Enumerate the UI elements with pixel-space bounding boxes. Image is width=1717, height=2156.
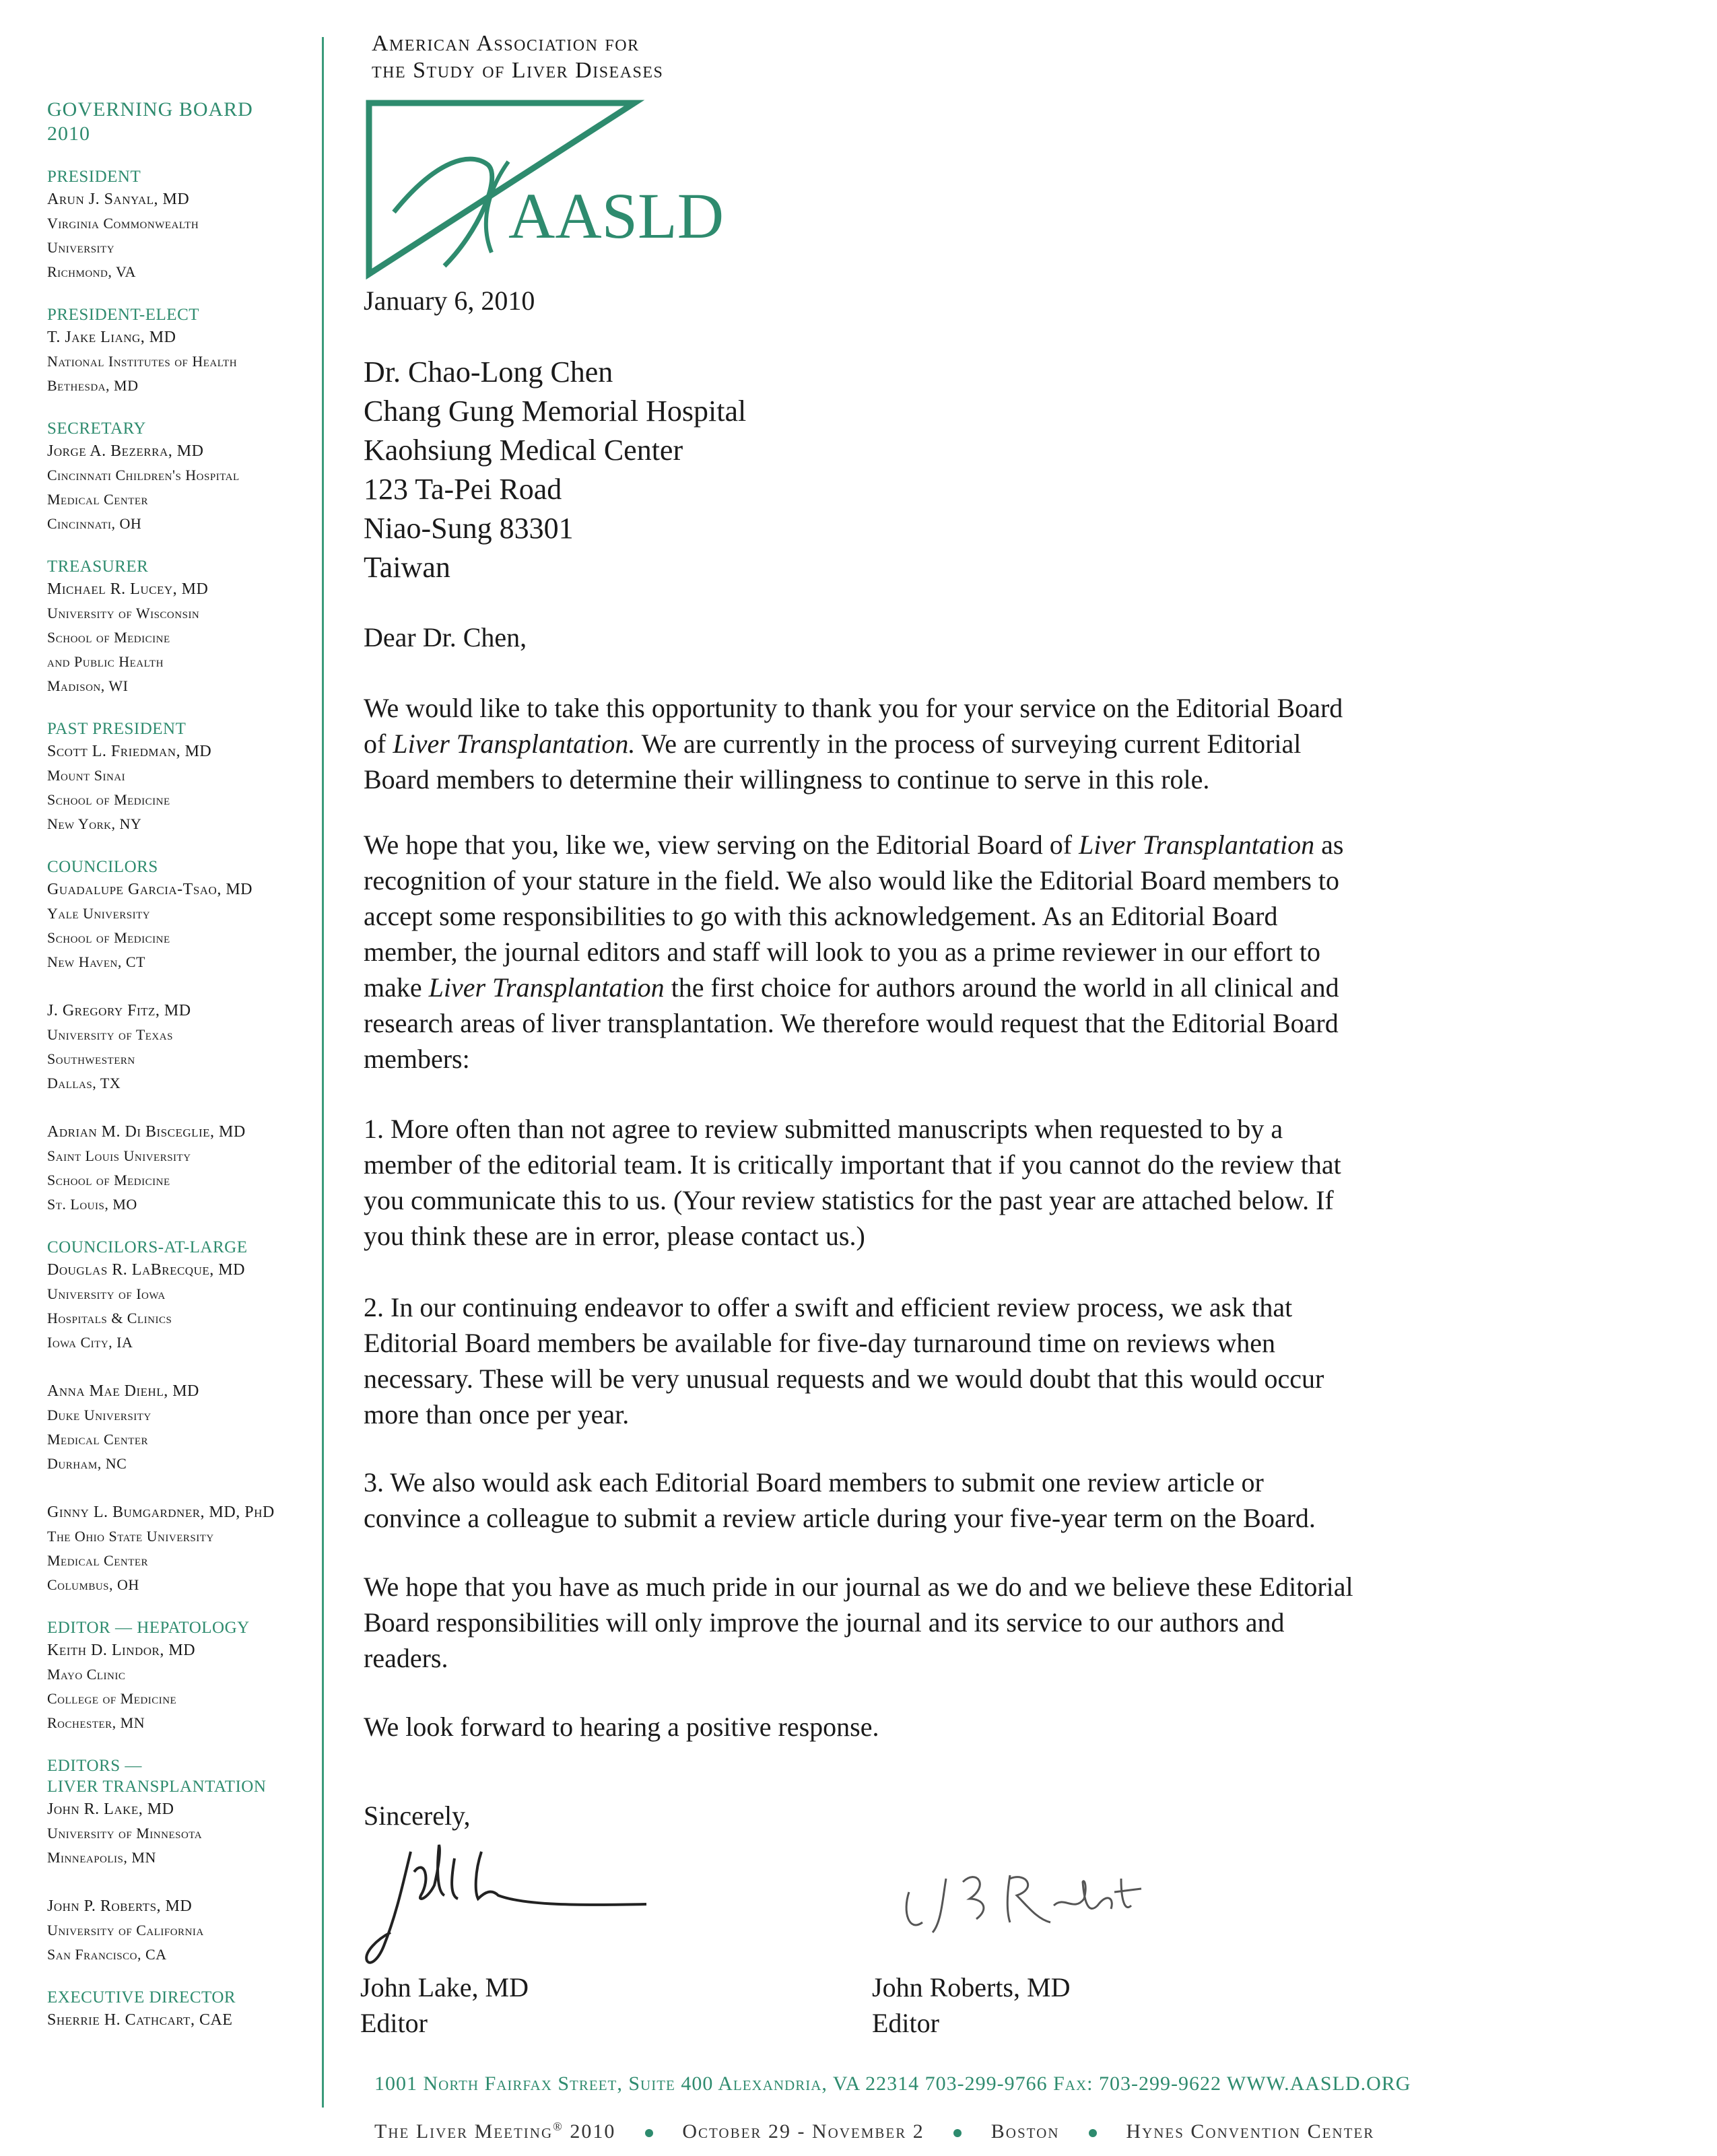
logo-text: AASLD <box>508 180 725 252</box>
paragraph-line: We hope that you, like we, view serving on the Editorial Board of Liver Transplantation as <box>364 830 1344 860</box>
board-member-name: Michael R. Lucey, MD <box>47 580 209 598</box>
paragraph-line: 2. In our continuing endeavor to offer a swift and efficient review process, we ask that <box>364 1292 1293 1322</box>
bullet-icon <box>953 2129 962 2137</box>
board-member-affiliation: Mayo Clinic <box>47 1666 126 1683</box>
board-member-affiliation: New Haven, CT <box>47 953 145 970</box>
board-group <box>47 856 316 1217</box>
board-member-affiliation: School of Medicine <box>47 929 170 946</box>
paragraph-line: Board responsibilities will only improve the journal and its service to our authors and <box>364 1607 1285 1638</box>
board-member-affiliation: Medical Center <box>47 1431 149 1448</box>
signatory-name: John Lake, MD <box>360 1972 529 2002</box>
board-member-affiliation: Durham, NC <box>47 1455 127 1472</box>
board-member-affiliation: San Francisco, CA <box>47 1946 167 1963</box>
paragraph-line: Board members to determine their willingness to continue to serve in this role. <box>364 764 1210 795</box>
board-group <box>47 166 316 284</box>
letter-paragraph <box>364 1111 1341 1254</box>
board-group-heading: PRESIDENT-ELECT <box>47 306 200 324</box>
board-member-affiliation: The Ohio State University <box>47 1528 214 1545</box>
paragraph-line: readers. <box>364 1643 448 1673</box>
board-member-affiliation: University <box>47 239 115 256</box>
address-line: Niao-Sung 83301 <box>364 512 574 545</box>
board-member-affiliation: Saint Louis University <box>47 1147 191 1164</box>
closing: Sincerely, <box>364 1800 471 1831</box>
board-member <box>47 1638 316 1735</box>
board-member-affiliation: Hospitals & Clinics <box>47 1310 172 1326</box>
board-member <box>47 1797 316 1870</box>
meeting-city: Boston <box>990 2120 1060 2143</box>
paragraph-line: research areas of liver transplantation. We therefore would request that the Editorial Board <box>364 1008 1339 1038</box>
board-member <box>47 439 316 536</box>
board-member-affiliation: Bethesda, MD <box>47 377 139 394</box>
board-member <box>47 1120 316 1217</box>
john-lake-signature <box>364 1831 660 1973</box>
address-line: Kaohsiung Medical Center <box>364 434 683 467</box>
board-member-affiliation: Madison, WI <box>47 677 129 694</box>
signatory-roberts <box>872 1969 1070 2041</box>
board-member-affiliation: Rochester, MN <box>47 1714 145 1731</box>
letter-paragraph <box>364 1709 879 1745</box>
board-member <box>47 325 316 398</box>
board-group <box>47 1237 316 1597</box>
board-member-name: John P. Roberts, MD <box>47 1897 193 1915</box>
footer-meeting-banner <box>374 2120 1374 2143</box>
governing-board-title-line: 2010 <box>47 123 90 145</box>
board-member-affiliation: School of Medicine <box>47 791 170 808</box>
paragraph-line: you think these are in error, please contact us.) <box>364 1221 865 1251</box>
board-group-heading: SECRETARY <box>47 419 146 438</box>
board-member-affiliation: College of Medicine <box>47 1690 177 1707</box>
paragraph-line: Editorial Board members be available for five-day turnaround time on reviews when <box>364 1328 1275 1358</box>
board-member-affiliation: Columbus, OH <box>47 1576 139 1593</box>
board-member-affiliation: Cincinnati, OH <box>47 515 142 532</box>
board-group <box>47 1987 316 2032</box>
board-group-heading: PRESIDENT <box>47 168 141 186</box>
board-member <box>47 739 316 836</box>
board-member-affiliation: St. Louis, MO <box>47 1196 137 1213</box>
board-member-affiliation: National Institutes of Health <box>47 353 238 370</box>
letter-paragraph <box>364 827 1343 1077</box>
board-member-name: Keith D. Lindor, MD <box>47 1642 196 1659</box>
board-member-affiliation: Dallas, TX <box>47 1075 121 1091</box>
meeting-year: 2010 <box>570 2120 616 2143</box>
board-member-name: Sherrie H. Cathcart, CAE <box>47 2011 233 2029</box>
board-group <box>47 556 316 698</box>
organization-name <box>372 30 663 84</box>
governing-board-sidebar <box>47 98 316 2052</box>
address-line: 123 Ta-Pei Road <box>364 473 562 506</box>
signatory-lake <box>360 1969 529 2041</box>
board-group-heading: COUNCILORS-AT-LARGE <box>47 1238 248 1256</box>
paragraph-line: members: <box>364 1044 470 1074</box>
board-member-affiliation: Cincinnati Children's Hospital <box>47 467 240 483</box>
board-member-affiliation: University of Iowa <box>47 1285 166 1302</box>
paragraph-line: more than once per year. <box>364 1399 630 1429</box>
paragraph-line: We hope that you have as much pride in our journal as we do and we believe these Editorial <box>364 1572 1353 1602</box>
board-member-name: John R. Lake, MD <box>47 1800 174 1818</box>
board-group-heading: TREASURER <box>47 558 149 576</box>
letter-paragraph <box>364 690 1343 797</box>
board-member-name: Guadalupe Garcia-Tsao, MD <box>47 881 252 898</box>
recipient-address <box>364 353 746 587</box>
board-group <box>47 418 316 536</box>
board-group <box>47 304 316 398</box>
aasld-logo <box>364 98 747 279</box>
footer-address: 1001 North Fairfax Street, Suite 400 Alexandria, VA 22314 703-299-9766 Fax: 703-299-9622 WWW.AASLD.ORG <box>374 2073 1411 2095</box>
signatory-title: Editor <box>360 2008 428 2038</box>
board-member-name: Ginny L. Bumgardner, MD, PhD <box>47 1504 275 1521</box>
governing-board-title-line: GOVERNING BOARD <box>47 98 253 121</box>
board-member-affiliation: School of Medicine <box>47 1172 170 1188</box>
paragraph-line: member, the journal editors and staff will look to you as a prime reviewer in our effort to <box>364 937 1320 967</box>
letter-paragraph <box>364 1289 1324 1432</box>
board-member-affiliation: Duke University <box>47 1407 152 1423</box>
bullet-icon <box>645 2129 653 2137</box>
logo-swoosh <box>486 162 508 252</box>
board-member-name: Scott L. Friedman, MD <box>47 743 212 760</box>
meeting-dates: October 29 - November 2 <box>682 2120 924 2143</box>
board-member-name: T. Jake Liang, MD <box>47 329 176 346</box>
board-member-name: Jorge A. Bezerra, MD <box>47 442 204 460</box>
letter-paragraph <box>364 1569 1353 1676</box>
address-line: Dr. Chao-Long Chen <box>364 356 613 389</box>
journal-title: Liver Transplantation. <box>393 729 636 759</box>
board-member <box>47 1894 316 1967</box>
board-member-affiliation: Mount Sinai <box>47 767 126 784</box>
meeting-name: The Liver Meeting <box>374 2120 553 2143</box>
board-member-affiliation: Iowa City, IA <box>47 1334 133 1351</box>
board-member-affiliation: Medical Center <box>47 1552 149 1569</box>
board-member-affiliation: Southwestern <box>47 1050 135 1067</box>
board-member <box>47 577 316 698</box>
board-group-heading: LIVER TRANSPLANTATION <box>47 1778 267 1796</box>
board-group <box>47 1617 316 1735</box>
signatory-title: Editor <box>872 2008 939 2038</box>
paragraph-line: make Liver Transplantation the first choice for authors around the world in all clinical and <box>364 972 1339 1003</box>
paragraph-line: necessary. These will be very unusual requests and we would doubt that this would occur <box>364 1363 1324 1394</box>
board-member-name: J. Gregory Fitz, MD <box>47 1002 191 1019</box>
board-member <box>47 877 316 974</box>
paragraph-line: member of the editorial team. It is critically important that if you cannot do the review that <box>364 1149 1341 1180</box>
board-group-heading: EDITORS — <box>47 1757 142 1775</box>
board-group <box>47 718 316 836</box>
paragraph-line: 1. More often than not agree to review submitted manuscripts when requested to by a <box>364 1114 1283 1144</box>
board-member-name: Adrian M. Di Bisceglie, MD <box>47 1123 246 1141</box>
board-member-affiliation: Richmond, VA <box>47 263 136 280</box>
paragraph-line: We look forward to hearing a positive response. <box>364 1712 879 1742</box>
board-member <box>47 1258 316 1355</box>
board-group-heading: EDITOR — HEPATOLOGY <box>47 1619 250 1637</box>
board-member-name: Douglas R. LaBrecque, MD <box>47 1261 245 1279</box>
john-roberts-signature <box>882 1858 1165 1946</box>
signatory-name: John Roberts, MD <box>872 1972 1071 2002</box>
paragraph-line: 3. We also would ask each Editorial Board members to submit one review article or <box>364 1467 1264 1497</box>
board-member-affiliation: Virginia Commonwealth <box>47 215 199 232</box>
board-member-affiliation: University of California <box>47 1922 204 1939</box>
org-line: American Association for <box>372 31 640 56</box>
paragraph-line: recognition of your stature in the field. We also would like the Editorial Board members to <box>364 865 1340 896</box>
governing-board-title <box>47 98 316 146</box>
registered-mark: ® <box>553 2120 564 2133</box>
board-member <box>47 2008 316 2032</box>
bullet-icon <box>1089 2129 1097 2137</box>
paragraph-line: convince a colleague to submit a review article during your five-year term on the Board. <box>364 1503 1316 1533</box>
board-member-affiliation: New York, NY <box>47 815 142 832</box>
board-member-affiliation: University of Wisconsin <box>47 605 200 621</box>
paragraph-line: of Liver Transplantation. We are currently in the process of surveying current Editorial <box>364 729 1302 759</box>
salutation: Dear Dr. Chen, <box>364 622 527 652</box>
board-member-affiliation: University of Texas <box>47 1026 173 1043</box>
board-member-affiliation: Minneapolis, MN <box>47 1849 156 1866</box>
paragraph-line: you communicate this to us. (Your review statistics for the past year are attached below. If <box>364 1185 1334 1215</box>
board-group-heading: COUNCILORS <box>47 858 158 876</box>
board-member-name: Anna Mae Diehl, MD <box>47 1382 199 1400</box>
board-group-heading: PAST PRESIDENT <box>47 720 187 738</box>
address-line: Chang Gung Memorial Hospital <box>364 395 747 428</box>
board-member-name: Arun J. Sanyal, MD <box>47 191 190 208</box>
board-member-affiliation: Yale University <box>47 905 151 922</box>
meeting-venue: Hynes Convention Center <box>1126 2120 1375 2143</box>
letter-date: January 6, 2010 <box>364 285 535 316</box>
address-line: Taiwan <box>364 551 450 584</box>
board-member-affiliation: and Public Health <box>47 653 164 670</box>
letter-paragraph <box>364 1464 1316 1536</box>
journal-title: Liver Transplantation <box>428 972 665 1003</box>
board-member-affiliation: School of Medicine <box>47 629 170 646</box>
journal-title: Liver Transplantation <box>1079 830 1315 860</box>
board-member <box>47 999 316 1096</box>
board-member-affiliation: Medical Center <box>47 491 149 508</box>
org-line: the Study of Liver Diseases <box>372 58 664 83</box>
paragraph-line: accept some responsibilities to go with this acknowledgement. As an Editorial Board <box>364 901 1278 931</box>
board-group-heading: EXECUTIVE DIRECTOR <box>47 1988 236 2007</box>
board-member <box>47 187 316 284</box>
paragraph-line: We would like to take this opportunity to thank you for your service on the Editorial Board <box>364 693 1343 723</box>
sidebar-divider <box>322 37 324 2108</box>
board-group <box>47 1755 316 1967</box>
board-member <box>47 1500 316 1597</box>
board-member-affiliation: University of Minnesota <box>47 1825 203 1842</box>
board-member <box>47 1379 316 1476</box>
